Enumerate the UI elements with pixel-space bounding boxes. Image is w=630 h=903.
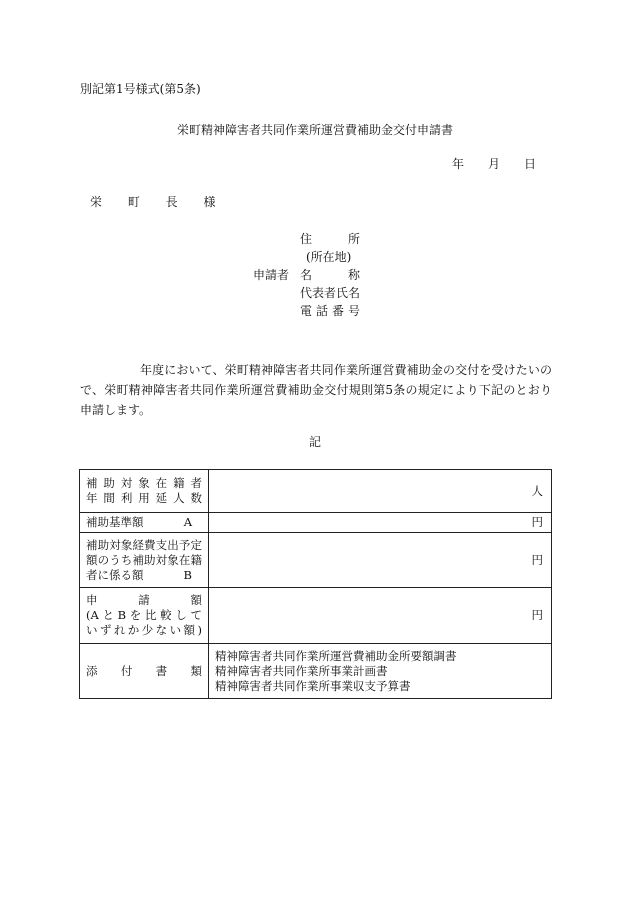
ki-heading: 記 [308, 435, 321, 449]
row-application-amount [80, 588, 552, 644]
attachment-item: 精神障害者共同作業所運営費補助金所要額調書 [215, 648, 457, 663]
applicant-name-label: 名称 [300, 268, 360, 282]
applicant-address-sub-label: (所在地) [306, 250, 352, 264]
row-standard-amount [80, 513, 552, 533]
beneficiary-count-label: 補助対象在籍者 年間利用延人数 [80, 470, 209, 513]
unit-person: 人 [531, 483, 543, 498]
standard-amount-field[interactable] [209, 513, 552, 533]
attachment-item: 精神障害者共同作業所事業収支予算書 [215, 678, 411, 693]
date-month-label: 月 [488, 157, 501, 171]
date-year-label: 年 [452, 157, 465, 171]
applicant-label: 申請者 [253, 268, 290, 282]
planned-expense-field[interactable] [209, 533, 552, 588]
application-table [79, 469, 552, 699]
document-title: 栄町精神障害者共同作業所運営費補助金交付申請書 [176, 123, 453, 137]
applicant-address-label: 住所 [300, 232, 360, 246]
date-day-label: 日 [524, 157, 537, 171]
addressee: 栄 町 長 様 [90, 195, 227, 209]
row-planned-expense [80, 533, 552, 588]
attachment-item: 精神障害者共同作業所事業計画書 [215, 663, 388, 678]
row-attachments [80, 644, 552, 699]
applicant-phone-label: 電話番号 [300, 304, 360, 318]
application-amount-label: 申請額 (AとBを比較して いずれか少ない額) [80, 588, 209, 644]
attachments-label: 添付書類 [80, 644, 209, 699]
application-amount-field[interactable] [209, 588, 552, 644]
application-statement: 年度において、栄町精神障害者共同作業所運営費補助金の交付を受けたいので、栄町精神障害者共同作業所運営費補助金交付規則第5条の規定により下記のとおり申請します。 [80, 363, 552, 417]
beneficiary-count-field[interactable] [209, 470, 552, 513]
form-number: 別記第1号様式(第5条) [80, 82, 201, 96]
planned-expense-label: 補助対象経費支出予定 額のうち補助対象在籍 者に係る額 B [80, 533, 209, 588]
unit-yen: 円 [531, 608, 543, 622]
row-beneficiary-count [80, 470, 552, 513]
standard-amount-label: 補助基準額 A [80, 513, 209, 533]
unit-yen: 円 [531, 515, 543, 529]
applicant-representative-label: 代表者氏名 [300, 286, 361, 300]
attachments-list [209, 644, 552, 699]
unit-yen: 円 [531, 552, 543, 567]
